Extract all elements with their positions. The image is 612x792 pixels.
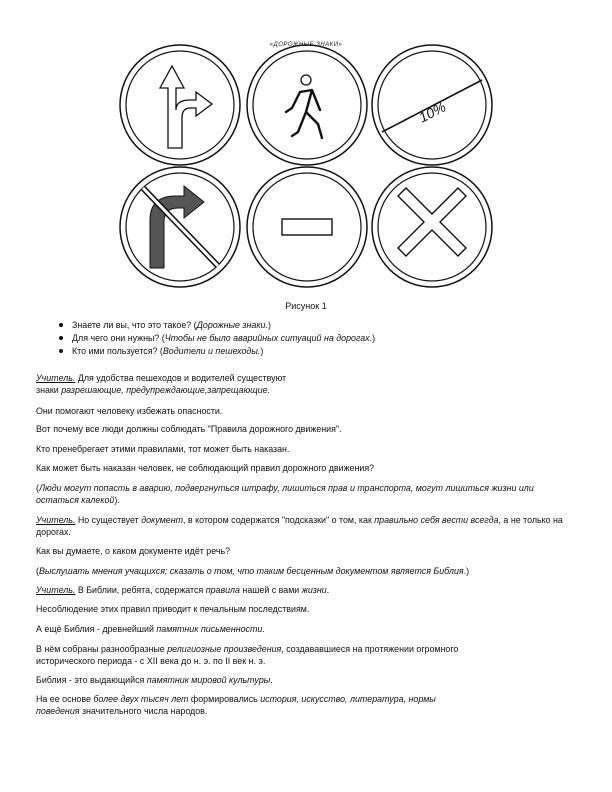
list-item: Кто ими пользуется? (Водители и пешеходы.) [48,345,568,357]
paragraph-answer: (Выслушать мнения учащихся; сказать о том, что таким бесценным документом является Библия.) [36,566,470,576]
list-item: Для чего они нужны? (Чтобы не было аварийных ситуаций на дорогах.) [48,332,568,344]
paragraph: Кто пренебрегает этими правилами, тот может быть наказан. [36,444,290,454]
list-item: Знаете ли вы, что это такое? (Дорожные знаки.) [48,319,568,331]
figure-caption: Рисунок 1 [285,301,327,311]
paragraph-teacher-3: Учитель. В Библии, ребята, содержатся правила нашей с вами жизни. [36,585,330,595]
pedestrian-sign [247,45,367,165]
figure-header-caption: «ДОРОЖНЫЕ ЗНАКИ» [269,42,343,48]
road-signs-figure [0,0,612,300]
bullet-icon [59,349,63,353]
paragraph: На ее основе более двух тысяч лет формировались история, искусство, литература, нормы поведения значительного числа народов. [36,694,436,716]
no-stopping-sign [372,167,492,287]
paragraph: Как может быть наказан человек, не соблюдающий правил дорожного движения? [36,463,375,473]
paragraph-answer: (Люди могут попасть в аварию, подвергнуться штрафу, лишиться прав и транспорта, могут лишиться жизни или остаться калекой). [36,483,534,505]
bullet-icon [59,336,63,340]
no-right-turn-sign [120,167,240,287]
bullet-icon [59,323,63,327]
questions-list [48,319,568,358]
paragraph: В нём собраны разнообразные религиозные произведения, создававшиеся на протяжении огромного исторического периода - с XII века до н. э. по II век н. э. [36,644,459,666]
paragraph: Вот почему все люди должны соблюдать "Правила дорожного движения". [36,424,342,434]
steep-slope-sign [372,45,492,165]
paragraph-teacher-2: Учитель. Но существует документ, в котором содержатся "подсказки" о том, как правильно себя вести всегда, а не только на дорогах. [36,515,563,537]
paragraph: Несоблюдение этих правил приводит к печальным последствиям. [36,604,310,614]
paragraph: Как вы думаете, о каком документе идёт речь? [36,546,231,556]
paragraph: А ещё Библия - древнейший памятник письменности. [36,624,265,634]
no-entry-sign [247,167,367,287]
straight-or-right-sign [120,45,240,165]
paragraph: Они помогают человеку избежать опасности. [36,406,223,416]
paragraph: Библия - это выдающийся памятник мировой культуры. [36,675,273,685]
svg-text:10%: 10% [416,98,449,126]
paragraph-teacher-1: Учитель. Для удобства пешеходов и водителей существуют знаки разрешающие, предупреждающие,запрещающие. [36,373,287,395]
